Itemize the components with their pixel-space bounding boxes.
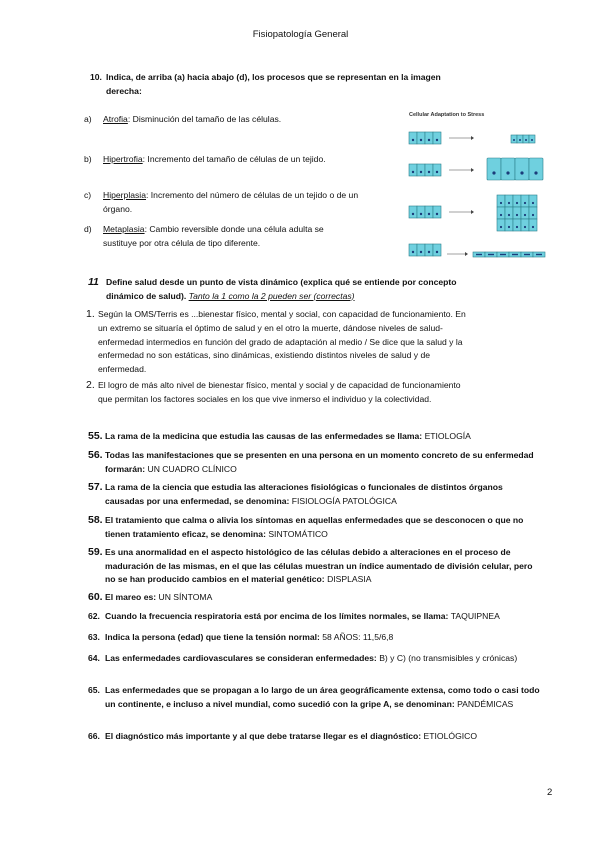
question-text: Cuando la frecuencia respiratoria está por encima de los límites normales, se llama: [105,611,451,621]
question-63 [88,631,538,645]
page-header: Fisiopatología General [252,29,349,40]
option-term: Hipertrofia [103,154,143,164]
question-11 [88,276,468,303]
question-number: 11 [88,276,99,288]
question-number: 60. [88,591,103,603]
answer-text: FISIOLOGÍA PATOLÓGICA [291,495,397,506]
question-text: Todas las manifestaciones que se presenten en una persona en un momento concreto de su enfermedad formarán: [105,450,534,474]
option-key: b) [84,154,92,164]
page-number: 2 [547,787,553,798]
option-desc: : Disminución del tamaño de las células. [127,114,282,124]
answer-text: ETIOLÓGICO [423,731,478,741]
figure-row-hyperplasia [409,195,537,231]
option-c [84,188,359,216]
question-text: El tratamiento que calma o alivia los síntomas en aquellas enfermedades que se desconocen o que no tienen tratamiento eficaz, se denomina: [105,515,524,539]
question-number: 62. [88,611,100,621]
question-62 [88,610,548,624]
answer-1 [86,308,476,377]
option-d [84,222,359,250]
question-55 [88,430,538,444]
answer-text: TAQUIPNEA [450,611,500,621]
question-number: 59. [88,546,103,558]
question-56 [88,449,538,476]
question-66 [88,730,548,744]
question-number: 56. [88,449,103,461]
figure-row-atrophy [409,132,535,144]
answer-text: ETIOLOGÍA [424,431,471,441]
question-59 [88,546,543,587]
option-term: Metaplasia [103,224,145,234]
question-text: El mareo es: [105,592,159,602]
question-10 [90,71,450,98]
question-number: 65. [88,685,100,695]
option-term: Hiperplasia [103,190,146,200]
answer-text: DISPLASIA [327,574,372,584]
question-text: La rama de la medicina que estudia las causas de las enfermedades se llama: [105,431,425,441]
answer-text: SINTOMÁTICO [268,528,328,539]
question-note: Tanto la 1 como la 2 pueden ser (correctas) [188,290,355,301]
question-text: Las enfermedades cardiovasculares se consideran enfermedades: [105,653,380,663]
answer-number: 1. [86,308,95,320]
question-number: 55. [88,430,103,442]
question-number: 10. [90,72,102,82]
question-text: Indica la persona (edad) que tiene la tensión normal: [105,632,323,642]
option-key: c) [84,190,92,200]
question-65 [88,684,543,711]
answer-text: UN SÍNTOMA [158,592,213,602]
question-text: El diagnóstico más importante y al que debe tratarse llegar es el diagnóstico: [105,731,424,741]
question-text: Las enfermedades que se propagan a lo largo de un área geográficamente extensa, como todo o casi todo un continente, e incluso a nivel mundial, como sucedió con la gripe A, se denominan: [105,685,540,709]
answer-text: PANDÉMICAS [457,698,514,709]
answer-text: 58 AÑOS: 11,5/6,8 [322,632,394,642]
cellular-adaptation-figure [405,108,555,268]
answer-text: El logro de más alto nivel de bienestar físico, mental y social y de capacidad de funcionamiento que permitan los factores sociales en los que vive inmerso el individuo y la colectividad. [98,380,461,404]
answer-text: Según la OMS/Terris es ...bienestar físico, mental y social, con capacidad de funcionamiento. En un extremo se situaría el óptimo de salud y en el otro la muerte, dándose niveles de salud-enfermedad intermedios en función del grado de adaptación al medio / Se dice que la salud y la enfermedad no son estáticas, sino dinámicas, existiendo distintos niveles de salud y de enfermedad. [98,309,466,375]
question-60 [88,591,538,605]
question-number: 57. [88,481,103,493]
option-a [84,112,374,126]
question-number: 63. [88,632,100,642]
question-text: Indica, de arriba (a) hacia abajo (d), los procesos que se representan en la imagen derecha: [106,72,441,96]
answer-2 [86,379,466,407]
question-text: La rama de la ciencia que estudia las alteraciones fisiológicas o funcionales de distintos órganos causadas por una enfermedad, se denomina: [105,482,503,506]
question-number: 58. [88,514,103,526]
question-58 [88,514,543,541]
answer-text: UN CUADRO CLÍNICO [147,463,237,474]
option-b [84,152,384,166]
question-number: 64. [88,653,100,663]
option-desc: : Cambio reversible donde una célula adulta se sustituye por otra célula de tipo diferente. [103,224,324,248]
figure-row-hypertrophy [409,158,543,180]
question-text: Es una anormalidad en el aspecto histológico de las células debido a alteraciones en el proceso de maduración de las mismas, en el que las células muestran un índice aumentado de división celular, pero no se han producido cambios en el material genético: [105,547,533,584]
option-term: Atrofia [103,114,128,124]
answer-text: B) y C) (no transmisibles y crónicas) [379,653,518,663]
question-number: 66. [88,731,100,741]
option-key: d) [84,224,92,234]
figure-row-metaplasia [409,244,545,257]
option-desc: : Incremento del tamaño de células de un tejido. [142,154,326,164]
answer-number: 2. [86,379,95,391]
figure-title: Cellular Adaptation to Stress [409,112,485,118]
question-57 [88,481,543,508]
question-64 [88,652,528,666]
option-key: a) [84,114,92,124]
option-desc: : Incremento del número de células de un tejido o de un órgano. [103,190,359,214]
question-text: Define salud desde un punto de vista dinámico (explica qué se entiende por concepto dinámico de salud). [106,277,457,301]
